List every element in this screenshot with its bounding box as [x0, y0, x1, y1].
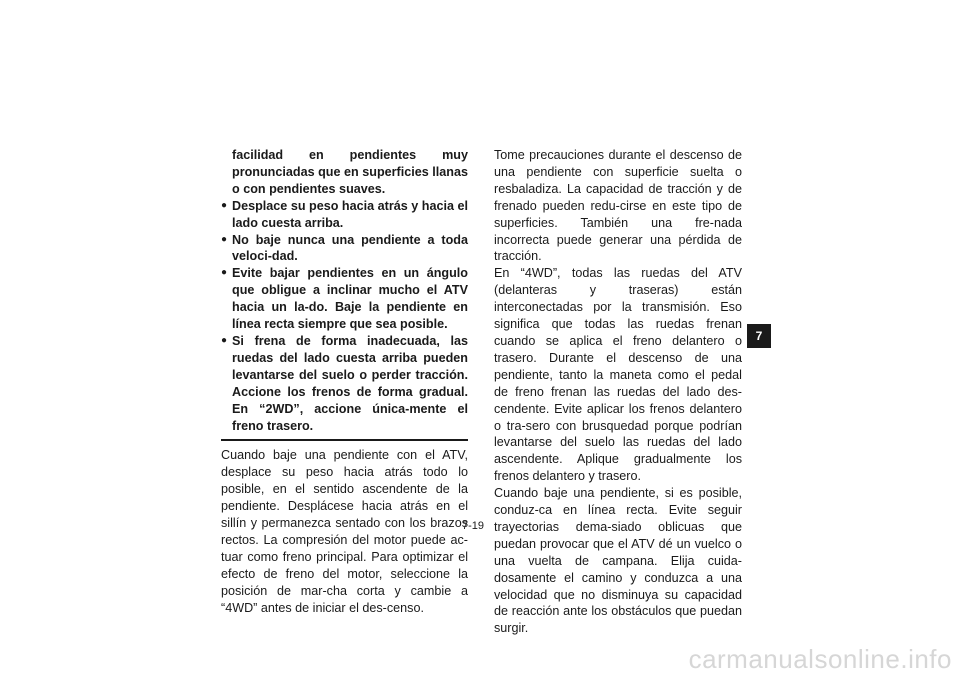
body-paragraph: En “4WD”, todas las ruedas del ATV (delanteras y traseras) están interconectadas por la transmisión. Eso significa que todas las ruedas frenan cuando se aplica el freno delantero o trasero. Durante el descenso de una pendiente, tanto la maneta como el pedal de freno frenan las ruedas del lado des-cendente. Evite aplicar los frenos delantero o tra-sero con brusquedad porque podrían levantarse del suelo las ruedas del lado ascendente. Aplique gradualmente los frenos delantero y trasero. — [494, 266, 742, 484]
left-column — [221, 147, 468, 616]
bullet-dot-icon: ● — [221, 233, 228, 245]
warning-bullet-text: Evite bajar pendientes en un ángulo que obligue a inclinar mucho el ATV hacia un la-do. Baje la pendiente en línea recta siempre que sea posible. — [232, 266, 468, 332]
warning-bullet-text: Desplace su peso hacia atrás y hacia el lado cuesta arriba. — [232, 198, 468, 230]
body-paragraph: Tome precauciones durante el descenso de una pendiente con superficie suelta o resbaladiza. La capacidad de tracción y de frenado pueden redu-cirse en este tipo de superficies. También una fre-nada incorrecta puede generar una pérdida de tracción. — [494, 148, 742, 264]
body-paragraph: Cuando baje una pendiente con el ATV, desplace su peso hacia atrás todo lo posible, en el sentido ascendente de la pendiente. Desplácese hacia atrás en el sillín y permanezca sentado con los brazos rectos. La compresión del motor puede ac-tuar como freno principal. Para optimizar el efecto de freno del motor, seleccione la posición de mar-cha corta y cambie a “4WD” antes de iniciar el des-censo. — [221, 448, 468, 615]
chapter-tab: 7 — [747, 324, 771, 348]
warning-bullet — [221, 232, 468, 266]
warning-bullet-text: Si frena de forma inadecuada, las ruedas del lado cuesta arriba pueden levantarse del suelo o perder tracción. Accione los frenos de forma gradual. En “2WD”, accione única-mente el freno trasero. — [232, 333, 468, 433]
warning-end-rule — [221, 439, 468, 441]
warning-bullet — [221, 265, 468, 333]
right-column — [494, 147, 742, 637]
warning-bullet-text: No baje nunca una pendiente a toda veloci-dad. — [232, 232, 468, 264]
bullet-dot-icon: ● — [221, 334, 228, 346]
body-paragraph: Cuando baje una pendiente, si es posible, conduz-ca en línea recta. Evite seguir trayectorias dema-siado oblicuas que puedan provocar que el ATV dé un vuelco o una vuelta de campana. Elija cuida-dosamente el camino y conduzca a una velocidad que no disminuya su capacidad de reacción ante los obstáculos que puedan surgir. — [494, 486, 742, 636]
warning-continuation: facilidad en pendientes muy pronunciadas que en superficies llanas o con pendientes suaves. — [232, 148, 468, 196]
watermark: carmanualsonline.info — [688, 644, 952, 674]
warning-bullet — [221, 333, 468, 434]
page-number: 7-19 — [462, 520, 485, 532]
warning-bullet — [221, 198, 468, 232]
bullet-dot-icon: ● — [221, 199, 228, 211]
bullet-dot-icon: ● — [221, 267, 228, 279]
